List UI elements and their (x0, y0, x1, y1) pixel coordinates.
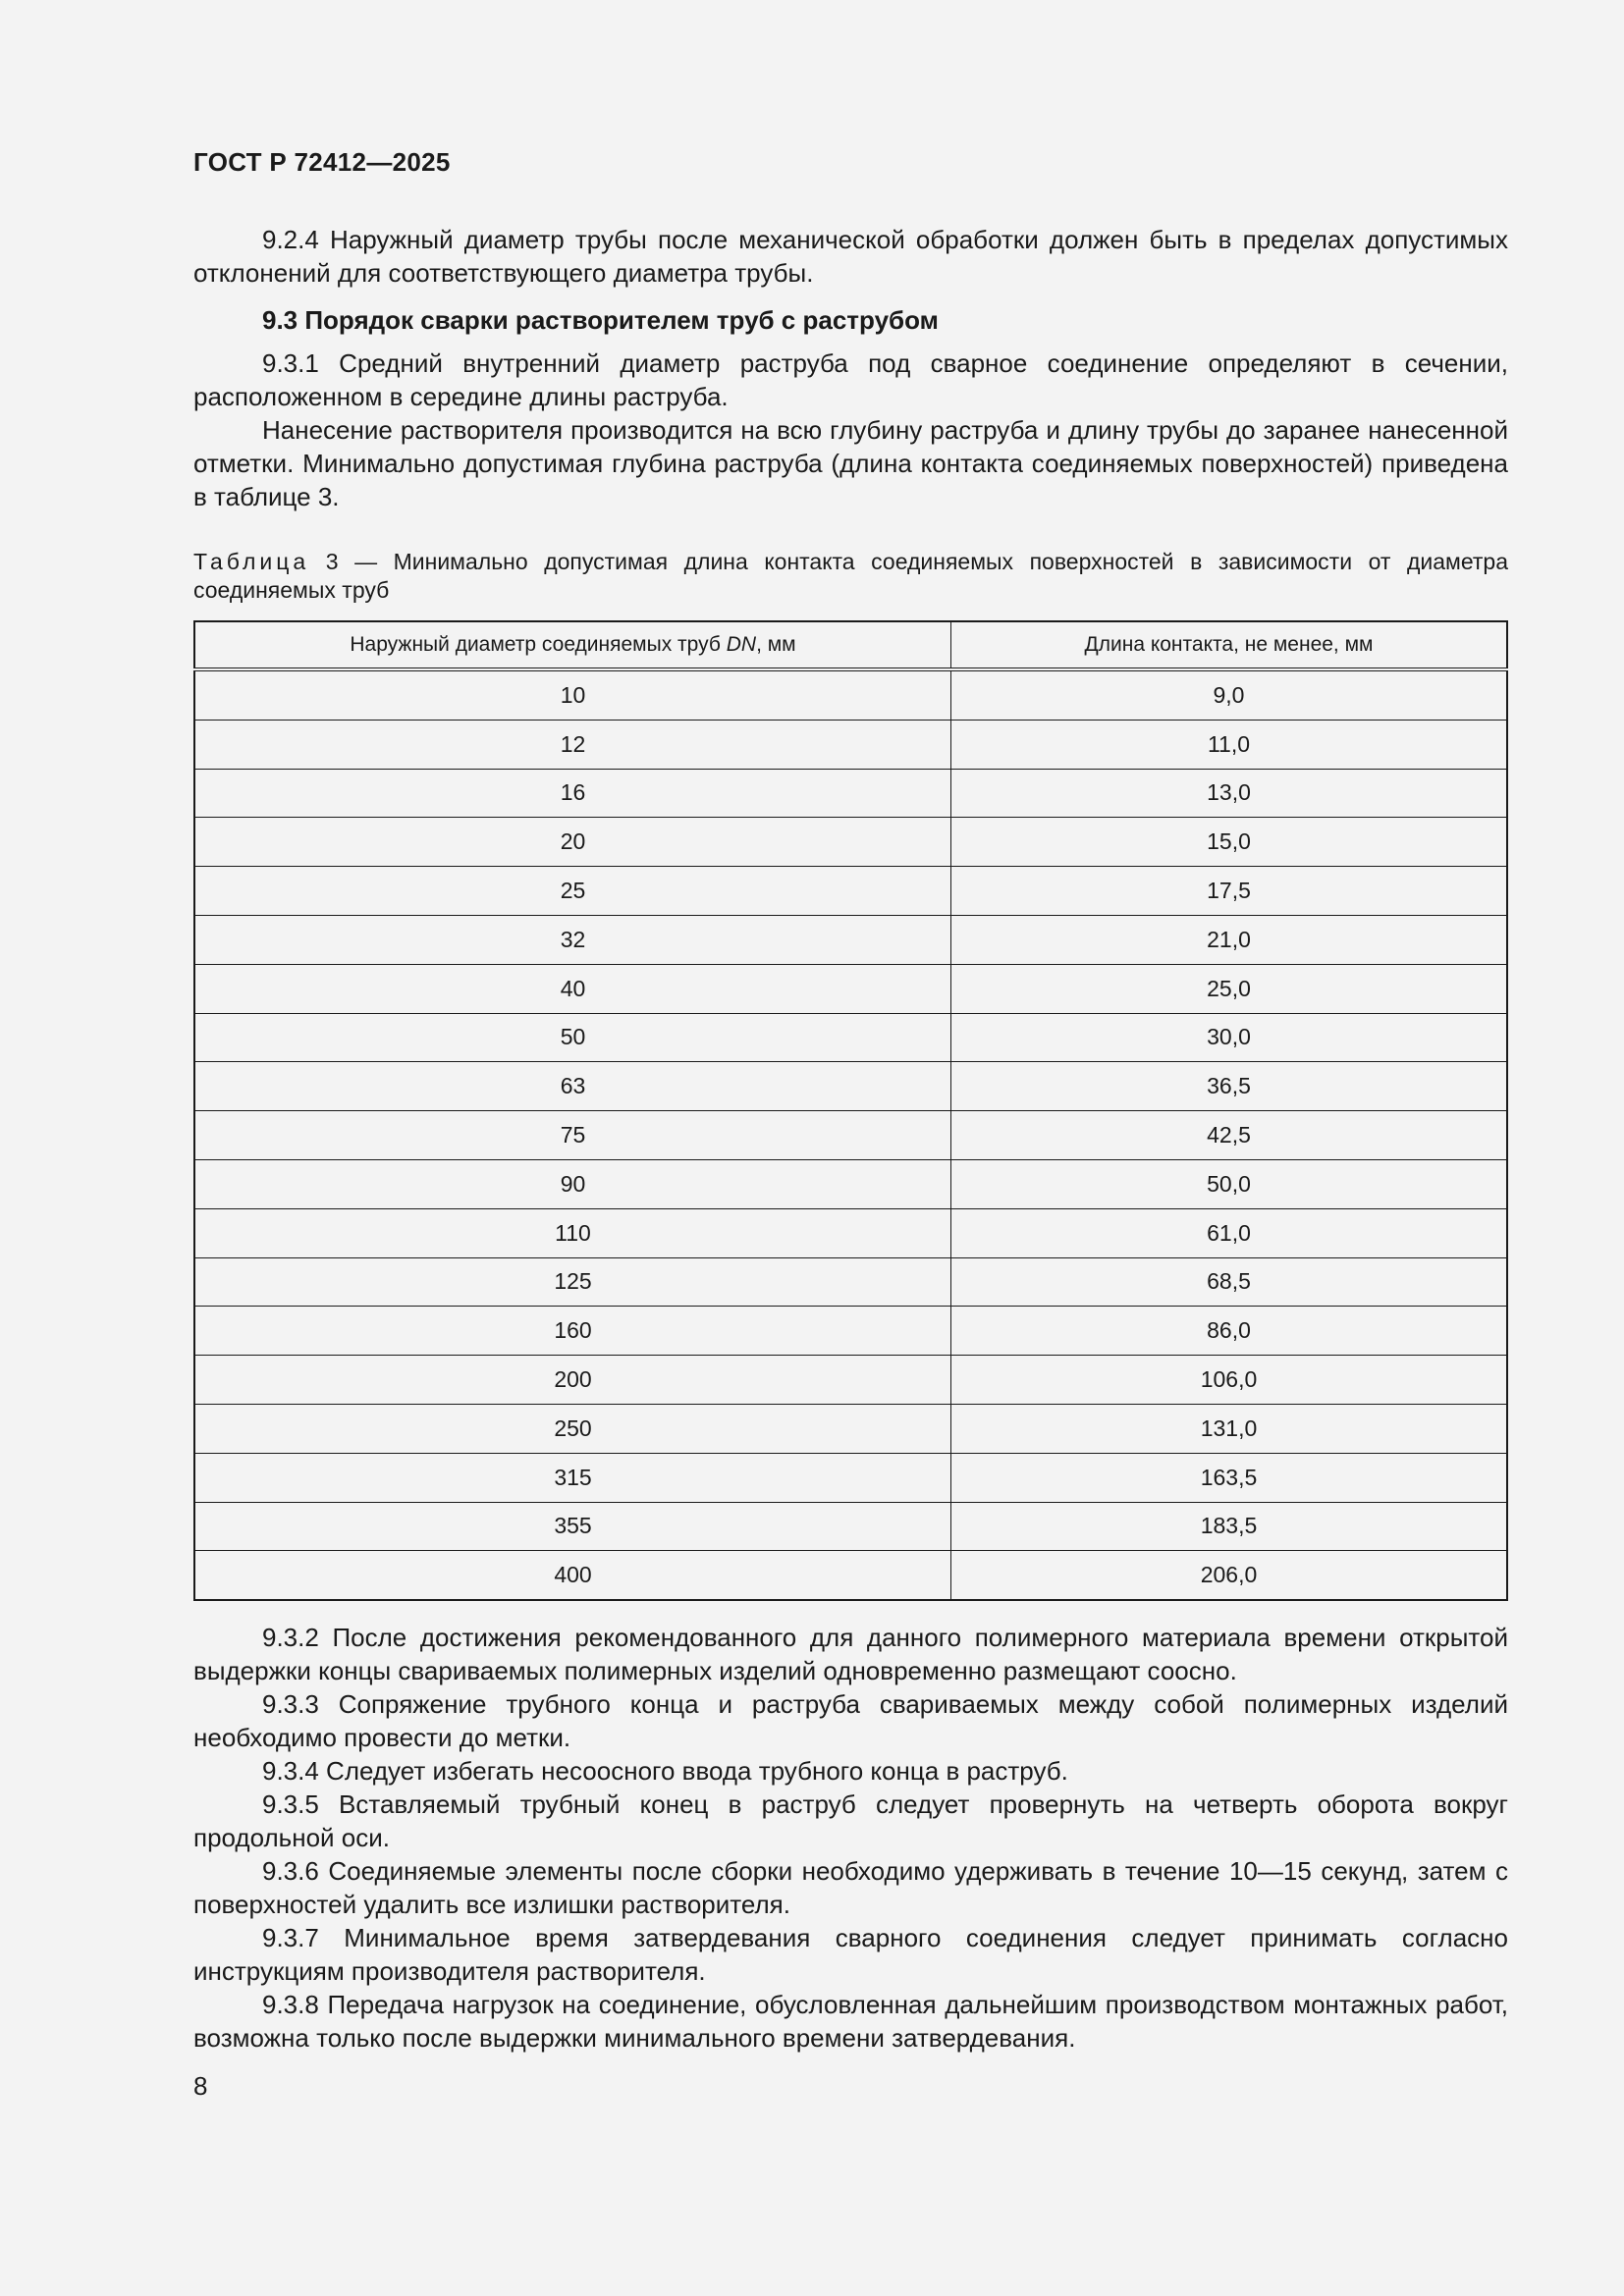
cell-contact-length: 61,0 (951, 1208, 1508, 1257)
paragraph-9-3-4: 9.3.4 Следует избегать несоосного ввода трубного конца в раструб. (262, 1756, 1068, 1786)
document-header: ГОСТ Р 72412—2025 (193, 147, 451, 177)
paragraph-9-3-7: 9.3.7 Минимальное время затвердевания сварного соединения следует принимать согласно инструкциям производителя растворителя. (193, 1923, 1508, 1986)
cell-contact-length: 15,0 (951, 818, 1508, 867)
table-row (194, 1551, 1507, 1600)
section-text-top (193, 223, 1508, 513)
column-header-contact-length: Длина контакта, не менее, мм (951, 621, 1508, 669)
table-row (194, 1356, 1507, 1405)
table-caption-text: 3 — Минимально допустимая длина контакта соединяемых поверхностей в зависимости от диаметра соединяемых труб (193, 549, 1508, 603)
cell-diameter: 12 (194, 720, 951, 769)
paragraph-9-2-4: 9.2.4 Наружный диаметр трубы после механической обработки должен быть в пределах допустимых отклонений для соответствующего диаметра трубы. (193, 225, 1508, 288)
cell-diameter: 200 (194, 1356, 951, 1405)
table-caption-label: Таблица (193, 549, 310, 574)
page-number: 8 (193, 2071, 208, 2101)
cell-contact-length: 13,0 (951, 769, 1508, 818)
cell-contact-length: 9,0 (951, 669, 1508, 720)
table-row (194, 669, 1507, 720)
paragraph-9-3-2: 9.3.2 После достижения рекомендованного для данного полимерного материала времени открытой выдержки концы свариваемых полимерных изделий одновременно размещают соосно. (193, 1623, 1508, 1685)
column-header-diameter-unit: , мм (756, 633, 796, 656)
cell-diameter: 16 (194, 769, 951, 818)
contact-length-table (193, 620, 1508, 1601)
cell-diameter: 20 (194, 818, 951, 867)
cell-diameter: 250 (194, 1404, 951, 1453)
table-row (194, 1502, 1507, 1551)
table-row (194, 964, 1507, 1013)
cell-diameter: 40 (194, 964, 951, 1013)
table-row (194, 818, 1507, 867)
cell-contact-length: 86,0 (951, 1307, 1508, 1356)
cell-contact-length: 131,0 (951, 1404, 1508, 1453)
cell-diameter: 110 (194, 1208, 951, 1257)
paragraph-9-3-3: 9.3.3 Сопряжение трубного конца и раструба свариваемых между собой полимерных изделий необходимо провести до метки. (193, 1689, 1508, 1752)
cell-contact-length: 50,0 (951, 1159, 1508, 1208)
column-header-diameter-text: Наружный диаметр соединяемых труб (350, 633, 727, 656)
table-row (194, 769, 1507, 818)
paragraph-9-3-6: 9.3.6 Соединяемые элементы после сборки необходимо удерживать в течение 10—15 секунд, затем с поверхностей удалить все излишки растворителя. (193, 1856, 1508, 1919)
table-row (194, 720, 1507, 769)
paragraph-9-3-1-continued: Нанесение растворителя производится на всю глубину раструба и длину трубы до заранее нанесенной отметки. Минимально допустимая глубина раструба (длина контакта соединяемых поверхностей) приведена в таблице 3. (193, 415, 1508, 511)
table-row (194, 1453, 1507, 1502)
table-row (194, 867, 1507, 916)
table-body (194, 669, 1507, 1600)
column-header-diameter-symbol: DN (726, 633, 757, 656)
cell-diameter: 90 (194, 1159, 951, 1208)
cell-diameter: 160 (194, 1307, 951, 1356)
cell-contact-length: 30,0 (951, 1013, 1508, 1062)
table-row (194, 1111, 1507, 1160)
cell-contact-length: 21,0 (951, 915, 1508, 964)
column-header-diameter (194, 621, 951, 669)
cell-contact-length: 163,5 (951, 1453, 1508, 1502)
table-row (194, 1307, 1507, 1356)
cell-diameter: 32 (194, 915, 951, 964)
cell-contact-length: 17,5 (951, 867, 1508, 916)
cell-diameter: 25 (194, 867, 951, 916)
table-row (194, 1404, 1507, 1453)
cell-contact-length: 36,5 (951, 1062, 1508, 1111)
cell-contact-length: 42,5 (951, 1111, 1508, 1160)
section-heading-9-3: 9.3 Порядок сварки растворителем труб с раструбом (262, 305, 939, 335)
table-row (194, 1208, 1507, 1257)
table-row (194, 915, 1507, 964)
table-row (194, 1159, 1507, 1208)
cell-diameter: 315 (194, 1453, 951, 1502)
cell-diameter: 63 (194, 1062, 951, 1111)
paragraph-9-3-5: 9.3.5 Вставляемый трубный конец в раструб следует провернуть на четверть оборота вокруг продольной оси. (193, 1789, 1508, 1852)
paragraph-9-3-1: 9.3.1 Средний внутренний диаметр раструба под сварное соединение определяют в сечении, расположенном в середине длины раструба. (193, 348, 1508, 411)
cell-contact-length: 183,5 (951, 1502, 1508, 1551)
cell-contact-length: 25,0 (951, 964, 1508, 1013)
cell-diameter: 10 (194, 669, 951, 720)
table-caption (193, 548, 1508, 605)
paragraph-9-3-8: 9.3.8 Передача нагрузок на соединение, обусловленная дальнейшим производством монтажных работ, возможна только после выдержки минимального времени затвердевания. (193, 1990, 1508, 2053)
cell-contact-length: 206,0 (951, 1551, 1508, 1600)
table-row (194, 1013, 1507, 1062)
cell-contact-length: 68,5 (951, 1257, 1508, 1307)
cell-diameter: 125 (194, 1257, 951, 1307)
table-row (194, 1062, 1507, 1111)
table-header-row (194, 621, 1507, 669)
section-text-bottom (193, 1621, 1508, 2055)
cell-diameter: 355 (194, 1502, 951, 1551)
cell-diameter: 400 (194, 1551, 951, 1600)
table-row (194, 1257, 1507, 1307)
cell-contact-length: 11,0 (951, 720, 1508, 769)
cell-diameter: 50 (194, 1013, 951, 1062)
cell-contact-length: 106,0 (951, 1356, 1508, 1405)
cell-diameter: 75 (194, 1111, 951, 1160)
